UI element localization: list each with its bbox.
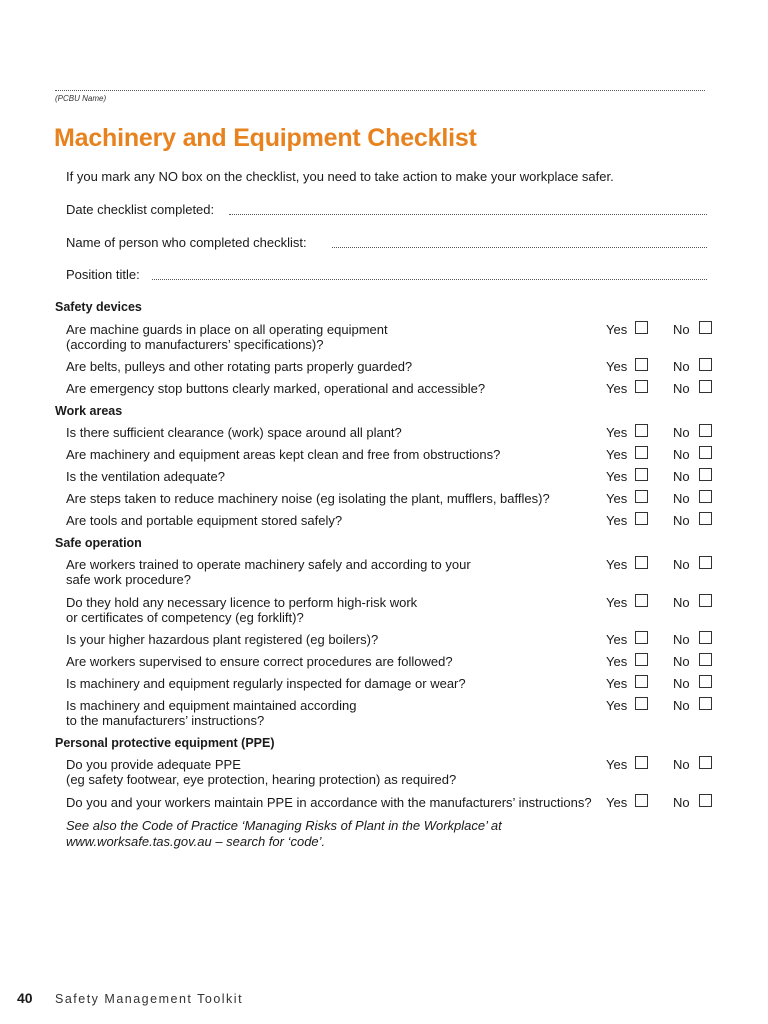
question-line: Are steps taken to reduce machinery noise (eg isolating the plant, mufflers, baffles)? [66, 491, 550, 506]
question-line: or certificates of competency (eg forklift)? [66, 610, 304, 625]
no-checkbox[interactable] [699, 446, 712, 459]
question-line: (eg safety footwear, eye protection, hearing protection) as required? [66, 772, 457, 787]
question-line: Do you and your workers maintain PPE in accordance with the manufacturers’ instructions? [66, 795, 592, 810]
completed-by-field[interactable] [332, 237, 707, 248]
no-checkbox[interactable] [699, 631, 712, 644]
page-number: 40 [17, 990, 33, 1006]
question-line: Is machinery and equipment regularly inspected for damage or wear? [66, 676, 466, 691]
yes-label: Yes [606, 513, 628, 528]
yes-label: Yes [606, 557, 628, 572]
no-label: No [673, 469, 690, 484]
no-label: No [673, 676, 690, 691]
yes-checkbox[interactable] [635, 512, 648, 525]
date-completed-label: Date checklist completed: [66, 202, 215, 217]
intro-text: If you mark any NO box on the checklist, you need to take action to make your workplace safer. [66, 169, 614, 184]
yes-checkbox[interactable] [635, 675, 648, 688]
question-line: Is the ventilation adequate? [66, 469, 226, 484]
no-checkbox[interactable] [699, 321, 712, 334]
yes-checkbox[interactable] [635, 631, 648, 644]
checklist-question [66, 513, 606, 528]
no-label: No [673, 491, 690, 506]
no-checkbox[interactable] [699, 697, 712, 710]
no-checkbox[interactable] [699, 556, 712, 569]
note-line: www.worksafe.tas.gov.au – search for ‘code’. [66, 834, 326, 849]
checklist-question [66, 698, 606, 728]
position-title-label: Position title: [66, 267, 140, 282]
question-line: Is your higher hazardous plant registered (eg boilers)? [66, 632, 379, 647]
checklist-question [66, 795, 606, 810]
yes-checkbox[interactable] [635, 446, 648, 459]
yes-checkbox[interactable] [635, 594, 648, 607]
checklist-question [66, 557, 606, 587]
yes-checkbox[interactable] [635, 653, 648, 666]
yes-checkbox[interactable] [635, 468, 648, 481]
no-checkbox[interactable] [699, 512, 712, 525]
no-label: No [673, 654, 690, 669]
question-line: Are machinery and equipment areas kept clean and free from obstructions? [66, 447, 501, 462]
yes-label: Yes [606, 425, 628, 440]
no-label: No [673, 795, 690, 810]
no-checkbox[interactable] [699, 468, 712, 481]
question-line: Are tools and portable equipment stored safely? [66, 513, 343, 528]
no-label: No [673, 381, 690, 396]
yes-checkbox[interactable] [635, 424, 648, 437]
no-label: No [673, 557, 690, 572]
no-checkbox[interactable] [699, 490, 712, 503]
yes-checkbox[interactable] [635, 794, 648, 807]
checklist-question [66, 632, 606, 647]
completed-by-label: Name of person who completed checklist: [66, 235, 307, 250]
no-checkbox[interactable] [699, 756, 712, 769]
checklist-question [66, 381, 606, 396]
no-label: No [673, 322, 690, 337]
section-heading: Safety devices [55, 300, 142, 314]
no-checkbox[interactable] [699, 594, 712, 607]
yes-label: Yes [606, 757, 628, 772]
question-line: Do you provide adequate PPE [66, 757, 241, 772]
note-line: See also the Code of Practice ‘Managing Risks of Plant in the Workplace’ at [66, 818, 502, 833]
no-checkbox[interactable] [699, 794, 712, 807]
yes-label: Yes [606, 381, 628, 396]
no-checkbox[interactable] [699, 675, 712, 688]
yes-checkbox[interactable] [635, 358, 648, 371]
checklist-question [66, 425, 606, 440]
question-line: Do they hold any necessary licence to perform high-risk work [66, 595, 418, 610]
yes-label: Yes [606, 654, 628, 669]
footer-title: Safety Management Toolkit [55, 992, 244, 1006]
question-line: Is machinery and equipment maintained according [66, 698, 357, 713]
yes-checkbox[interactable] [635, 490, 648, 503]
no-checkbox[interactable] [699, 358, 712, 371]
section-heading: Work areas [55, 404, 123, 418]
yes-checkbox[interactable] [635, 756, 648, 769]
question-line: Are belts, pulleys and other rotating parts properly guarded? [66, 359, 413, 374]
checklist-question [66, 491, 606, 506]
yes-label: Yes [606, 698, 628, 713]
question-line: to the manufacturers’ instructions? [66, 713, 265, 728]
checklist-question [66, 447, 606, 462]
no-label: No [673, 632, 690, 647]
yes-checkbox[interactable] [635, 321, 648, 334]
yes-label: Yes [606, 469, 628, 484]
yes-label: Yes [606, 322, 628, 337]
page-title: Machinery and Equipment Checklist [54, 124, 477, 152]
no-label: No [673, 595, 690, 610]
section-heading: Personal protective equipment (PPE) [55, 736, 275, 750]
question-line: Is there sufficient clearance (work) space around all plant? [66, 425, 402, 440]
checklist-question [66, 322, 606, 352]
yes-checkbox[interactable] [635, 697, 648, 710]
no-checkbox[interactable] [699, 424, 712, 437]
yes-label: Yes [606, 595, 628, 610]
question-line: Are machine guards in place on all operating equipment [66, 322, 388, 337]
yes-label: Yes [606, 447, 628, 462]
yes-label: Yes [606, 491, 628, 506]
no-label: No [673, 698, 690, 713]
checklist-question [66, 676, 606, 691]
position-title-field[interactable] [152, 269, 707, 280]
no-label: No [673, 447, 690, 462]
no-checkbox[interactable] [699, 653, 712, 666]
checklist-question [66, 469, 606, 484]
yes-checkbox[interactable] [635, 380, 648, 393]
yes-checkbox[interactable] [635, 556, 648, 569]
no-label: No [673, 359, 690, 374]
question-line: Are workers trained to operate machinery safely and according to your [66, 557, 471, 572]
no-label: No [673, 513, 690, 528]
checklist-question [66, 654, 606, 669]
question-line: Are workers supervised to ensure correct procedures are followed? [66, 654, 453, 669]
question-line: safe work procedure? [66, 572, 192, 587]
checklist-question [66, 757, 606, 787]
question-line: Are emergency stop buttons clearly marked, operational and accessible? [66, 381, 486, 396]
no-checkbox[interactable] [699, 380, 712, 393]
no-label: No [673, 757, 690, 772]
yes-label: Yes [606, 795, 628, 810]
no-label: No [673, 425, 690, 440]
question-line: (according to manufacturers’ specifications)? [66, 337, 324, 352]
see-also-note [66, 818, 502, 850]
section-heading: Safe operation [55, 536, 142, 550]
pcbu-name-label: (PCBU Name) [55, 94, 107, 103]
yes-label: Yes [606, 359, 628, 374]
checklist-question [66, 359, 606, 374]
yes-label: Yes [606, 632, 628, 647]
pcbu-name-line[interactable] [55, 82, 705, 91]
yes-label: Yes [606, 676, 628, 691]
date-completed-field[interactable] [229, 204, 707, 215]
checklist-question [66, 595, 606, 625]
